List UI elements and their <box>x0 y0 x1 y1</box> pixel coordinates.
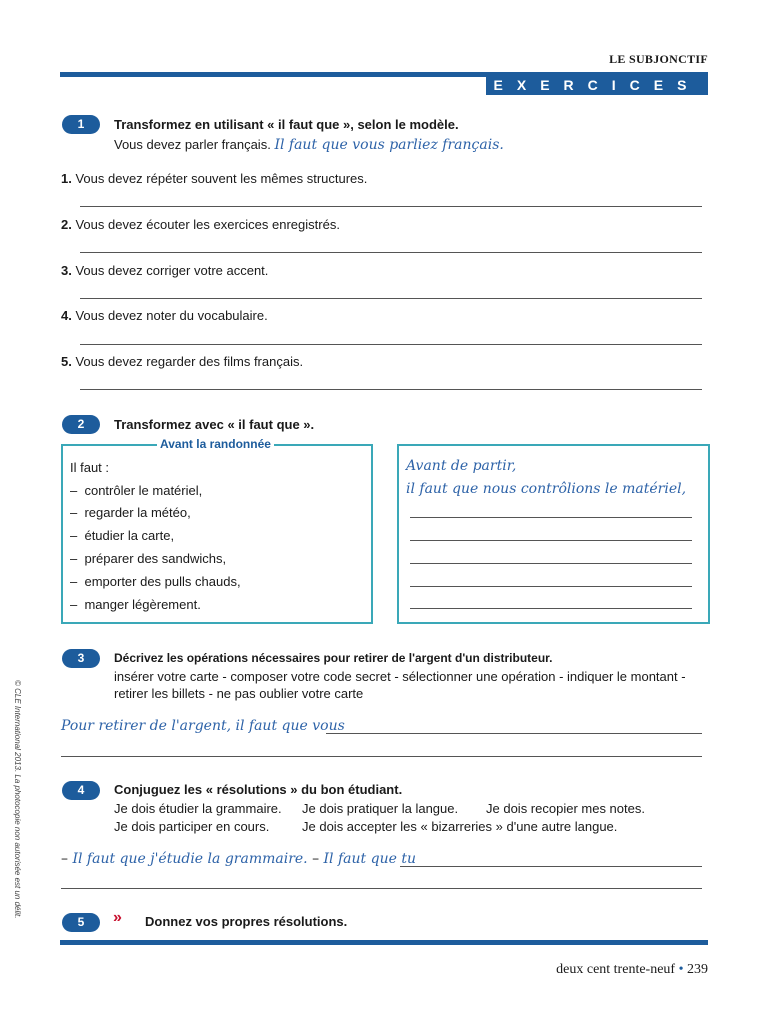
page-number: 239 <box>687 962 708 977</box>
exercise-4-instruction: Conjuguez les « résolutions » du bon étudiant. <box>114 782 403 797</box>
checklist-item: – préparer des sandwichs, <box>70 551 227 566</box>
exercise-1-instruction: Transformez en utilisant « il faut que », selon le modèle. <box>114 117 459 132</box>
checklist-item: – étudier la carte, <box>70 528 175 543</box>
exercise-1-item-2: 2. Vous devez écouter les exercices enregistrés. <box>61 217 340 232</box>
answer-line[interactable] <box>410 586 692 587</box>
exercise-3-instruction: Décrivez les opérations nécessaires pour retirer de l'argent d'un distributeur. <box>114 651 553 665</box>
answer-line[interactable] <box>80 252 702 253</box>
answer-line[interactable] <box>400 866 702 867</box>
double-chevron-icon: » <box>113 909 122 926</box>
answer-line[interactable] <box>80 344 702 345</box>
answer-line[interactable] <box>80 389 702 390</box>
exercise-5-badge: 5 <box>62 913 100 932</box>
exercise-1-badge: 1 <box>62 115 100 134</box>
page-number-words: deux cent trente-neuf <box>556 962 676 977</box>
answer-line[interactable] <box>61 888 702 889</box>
answer-line[interactable] <box>410 563 692 564</box>
answer-line[interactable] <box>410 608 692 609</box>
bottom-rule <box>60 940 708 945</box>
checklist-item: – emporter des pulls chauds, <box>70 574 241 589</box>
resolution: Je dois étudier la grammaire. <box>114 801 282 816</box>
answer-line[interactable] <box>80 206 702 207</box>
checklist-item: – contrôler le matériel, <box>70 483 203 498</box>
atm-steps-line-2: retirer les billets - ne pas oublier votre carte <box>114 686 364 701</box>
answer-line[interactable] <box>61 756 702 757</box>
exercise-3-badge: 3 <box>62 649 100 668</box>
copyright-notice: © CLE International 2013. La photocopie non autorisée est un délit. <box>13 680 22 919</box>
exercises-banner: EXERCICES <box>486 76 708 95</box>
hiking-box-title: Avant la randonnée <box>157 437 274 451</box>
exercise-2-badge: 2 <box>62 415 100 434</box>
exercise-4-answer: – Il faut que j'étudie la grammaire. – Il faut que tu <box>61 851 416 867</box>
footer-bullet: • <box>678 962 684 977</box>
exercise-1-item-4: 4. Vous devez noter du vocabulaire. <box>61 308 268 323</box>
exercise-5-instruction: Donnez vos propres résolutions. <box>145 914 348 929</box>
answer-line[interactable] <box>80 298 702 299</box>
answer-line[interactable] <box>410 517 692 518</box>
exercise-1-model <box>114 137 504 153</box>
page-footer <box>556 962 708 978</box>
resolution: Je dois accepter les « bizarreries » d'une autre langue. <box>302 819 618 834</box>
answer-line[interactable] <box>326 733 702 734</box>
exercise-1-item-3: 3. Vous devez corriger votre accent. <box>61 263 269 278</box>
exercise-1-item-1: 1. Vous devez répéter souvent les mêmes structures. <box>61 171 368 186</box>
answer-line[interactable] <box>410 540 692 541</box>
exercise-3-answer-start: Pour retirer de l'argent, il faut que vous <box>61 718 345 734</box>
answer-box-line-1: Avant de partir, <box>406 458 517 474</box>
resolution: Je dois participer en cours. <box>114 819 270 834</box>
atm-steps-line-1: insérer votre carte - composer votre code secret - sélectionner une opération - indiquer le montant - <box>114 669 686 684</box>
model-prompt: Vous devez parler français. <box>114 137 271 152</box>
checklist-item: – regarder la météo, <box>70 505 191 520</box>
model-answer: Il faut que vous parliez français. <box>274 137 504 153</box>
checklist-item: – manger légèrement. <box>70 597 201 612</box>
answer-box-line-2: il faut que nous contrôlions le matériel, <box>406 481 687 497</box>
checklist-intro: Il faut : <box>70 460 110 475</box>
exercise-4-badge: 4 <box>62 781 100 800</box>
exercise-1-item-5: 5. Vous devez regarder des films français. <box>61 354 304 369</box>
resolution: Je dois pratiquer la langue. <box>302 801 459 816</box>
exercise-2-instruction: Transformez avec « il faut que ». <box>114 417 315 432</box>
running-head: LE SUBJONCTIF <box>609 52 708 66</box>
resolution: Je dois recopier mes notes. <box>486 801 645 816</box>
